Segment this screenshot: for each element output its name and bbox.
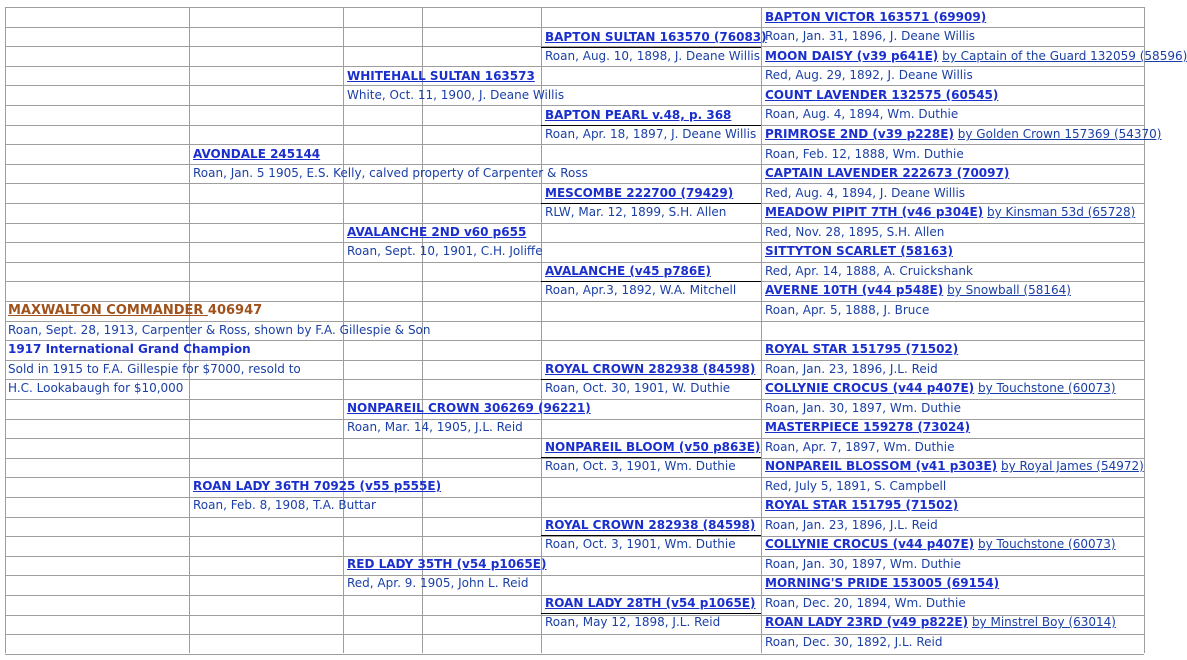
g4-entry — [762, 203, 1135, 222]
row-divider — [5, 66, 1144, 67]
g3-name-link[interactable]: ROYAL CROWN 282938 (84598) — [545, 362, 756, 376]
g3-name-link[interactable]: AVALANCHE (v45 p786E) — [545, 264, 711, 278]
g4-sire-link[interactable]: by Golden Crown 157369 (54370) — [957, 127, 1162, 141]
g4-sire-link[interactable]: by Touchstone (60073) — [977, 381, 1116, 395]
subject-award: 1917 International Grand Champion — [8, 342, 251, 356]
g3-details: Roan, May 12, 1898, J.L. Reid — [545, 615, 721, 629]
g4-name-link[interactable]: ROYAL STAR 151795 (71502) — [765, 498, 959, 512]
g4-name-link[interactable]: MASTERPIECE 159278 (73024) — [765, 420, 971, 434]
g4-entry — [762, 340, 958, 359]
g4-details: Red, Apr. 14, 1888, A. Cruickshank — [765, 264, 973, 278]
g4-entry — [762, 281, 1071, 300]
g2-details: White, Oct. 11, 1900, J. Deane Willis — [347, 88, 565, 102]
g4-details: Roan, Dec. 30, 1892, J.L. Reid — [765, 635, 943, 649]
g4-entry — [762, 379, 1116, 398]
g4-sire-link[interactable]: by Kinsman 53d (65728) — [986, 205, 1136, 219]
g2-details: Roan, Mar. 14, 1905, J.L. Reid — [347, 420, 523, 434]
g3-details: Roan, Oct. 3, 1901, Wm. Duthie — [545, 537, 736, 551]
g3-name-link[interactable]: ROYAL CROWN 282938 (84598) — [545, 518, 756, 532]
g3-details: Roan, Oct. 30, 1901, W. Duthie — [545, 381, 731, 395]
g4-name-link[interactable]: COLLYNIE CROCUS (v44 p407E) — [765, 537, 975, 551]
g4-details: Red, Aug. 4, 1894, J. Deane Willis — [765, 186, 966, 200]
row-divider — [5, 242, 1144, 243]
g2-name-link[interactable]: WHITEHALL SULTAN 163573 — [347, 69, 535, 83]
g2-details: Roan, Sept. 10, 1901, C.H. Joliffe — [347, 244, 543, 258]
g4-name-link[interactable]: COLLYNIE CROCUS (v44 p407E) — [765, 381, 975, 395]
g3-name-link[interactable]: MESCOMBE 222700 (79429) — [545, 186, 734, 200]
g3-name-link[interactable]: BAPTON PEARL v.48, p. 368 — [545, 108, 732, 122]
subject-sale-line-1: Sold in 1915 to F.A. Gillespie for $7000, resold to — [8, 362, 301, 376]
row-divider — [5, 144, 1144, 145]
subject-number: 406947 — [207, 303, 263, 318]
row-divider — [5, 634, 1144, 635]
row-divider — [5, 654, 1144, 655]
g4-details: Roan, Feb. 12, 1888, Wm. Duthie — [765, 147, 964, 161]
g4-name-link[interactable]: MEADOW PIPIT 7TH (v46 p304E) — [765, 205, 984, 219]
g3-details: RLW, Mar. 12, 1899, S.H. Allen — [545, 205, 727, 219]
g4-name-link[interactable]: NONPAREIL BLOSSOM (v41 p303E) — [765, 459, 998, 473]
g4-details: Roan, Jan. 30, 1897, Wm. Duthie — [765, 401, 961, 415]
g4-entry — [762, 164, 1009, 183]
subject-sale-line-2: H.C. Lookabaugh for $10,000 — [8, 381, 184, 395]
g2-name-link[interactable]: NONPAREIL CROWN 306269 (96221) — [347, 401, 591, 415]
g4-name-link[interactable]: BAPTON VICTOR 163571 (69909) — [765, 10, 987, 24]
g4-details: Red, Aug. 29, 1892, J. Deane Willis — [765, 68, 973, 82]
column-divider — [1144, 7, 1145, 653]
g3-name-link[interactable]: BAPTON SULTAN 163570 (76083) — [545, 30, 767, 44]
g3-name-link[interactable]: NONPAREIL BLOOM (v50 p863E) — [545, 440, 761, 454]
g4-details: Roan, Apr. 7, 1897, Wm. Duthie — [765, 440, 955, 454]
g4-entry — [762, 242, 953, 261]
g4-name-link[interactable]: ROAN LADY 23RD (v49 p822E) — [765, 615, 969, 629]
g4-entry — [762, 496, 958, 515]
g4-details: Roan, Apr. 5, 1888, J. Bruce — [765, 303, 930, 317]
g4-entry — [762, 535, 1116, 554]
row-divider — [5, 223, 1144, 224]
g4-sire-link[interactable]: by Minstrel Boy (63014) — [971, 615, 1116, 629]
g4-details: Red, July 5, 1891, S. Campbell — [765, 479, 947, 493]
subject-details: Roan, Sept. 28, 1913, Carpenter & Ross, shown by F.A. Gillespie & Son — [8, 323, 431, 337]
g4-details: Red, Nov. 28, 1895, S.H. Allen — [765, 225, 945, 239]
g4-details: Roan, Jan. 30, 1897, Wm. Duthie — [765, 557, 961, 571]
g4-entry — [762, 8, 986, 27]
g4-details: Roan, Aug. 4, 1894, Wm. Duthie — [765, 107, 959, 121]
g2-name-link[interactable]: RED LADY 35TH (v54 p1065E) — [347, 557, 547, 571]
g4-entry — [762, 125, 1161, 144]
pedigree-table — [5, 7, 1187, 653]
g4-entry — [762, 457, 1144, 476]
subject-name: MAXWALTON COMMANDER — [8, 303, 204, 318]
g4-sire-link[interactable]: by Royal James (54972) — [1000, 459, 1144, 473]
g2-details: Red, Apr. 9. 1905, John L. Reid — [347, 576, 529, 590]
g3-details: Roan, Oct. 3, 1901, Wm. Duthie — [545, 459, 736, 473]
row-divider — [5, 556, 1144, 557]
subject-name-link[interactable] — [8, 303, 208, 318]
g4-entry — [762, 47, 1187, 66]
g4-name-link[interactable]: PRIMROSE 2ND (v39 p228E) — [765, 127, 954, 141]
g4-details: Roan, Dec. 20, 1894, Wm. Duthie — [765, 596, 966, 610]
g4-name-link[interactable]: MOON DAISY (v39 p641E) — [765, 49, 939, 63]
g4-details: Roan, Jan. 23, 1896, J.L. Reid — [765, 362, 938, 376]
g4-name-link[interactable]: COUNT LAVENDER 132575 (60545) — [765, 88, 999, 102]
g4-name-link[interactable]: SITTYTON SCARLET (58163) — [765, 244, 953, 258]
subject-name-cell — [5, 301, 262, 320]
g3-details: Roan, Apr.3, 1892, W.A. Mitchell — [545, 283, 737, 297]
g4-sire-link[interactable]: by Touchstone (60073) — [977, 537, 1116, 551]
g3-name-link[interactable]: ROAN LADY 28TH (v54 p1065E) — [545, 596, 756, 610]
row-divider — [5, 419, 1144, 420]
sire-name-link[interactable]: AVONDALE 245144 — [193, 147, 321, 161]
g2-name-link[interactable]: AVALANCHE 2ND v60 p655 — [347, 225, 527, 239]
row-divider — [5, 497, 1144, 498]
g4-sire-link[interactable]: by Captain of the Guard 132059 (58596) — [942, 49, 1187, 63]
g4-entry — [762, 613, 1116, 632]
g4-name-link[interactable]: CAPTAIN LAVENDER 222673 (70097) — [765, 166, 1010, 180]
g3-details: Roan, Aug. 10, 1898, J. Deane Willis — [545, 49, 760, 63]
g3-details: Roan, Apr. 18, 1897, J. Deane Willis — [545, 127, 757, 141]
g4-name-link[interactable]: MORNING'S PRIDE 153005 (69154) — [765, 576, 1000, 590]
g4-entry — [762, 418, 970, 437]
sire-details: Roan, Jan. 5 1905, E.S. Kelly, calved property of Carpenter & Ross — [193, 166, 588, 180]
g4-entry — [762, 574, 999, 593]
dam-name-link[interactable]: ROAN LADY 36TH 70925 (v55 p555E) — [193, 479, 442, 493]
g4-details: Roan, Jan. 31, 1896, J. Deane Willis — [765, 29, 976, 43]
row-divider — [5, 477, 1144, 478]
g4-name-link[interactable]: AVERNE 10TH (v44 p548E) — [765, 283, 944, 297]
g4-entry — [762, 86, 998, 105]
g4-details: Roan, Jan. 23, 1896, J.L. Reid — [765, 518, 938, 532]
g4-name-link[interactable]: ROYAL STAR 151795 (71502) — [765, 342, 959, 356]
dam-details: Roan, Feb. 8, 1908, T.A. Buttar — [193, 498, 376, 512]
g4-sire-link[interactable]: by Snowball (58164) — [947, 283, 1071, 297]
